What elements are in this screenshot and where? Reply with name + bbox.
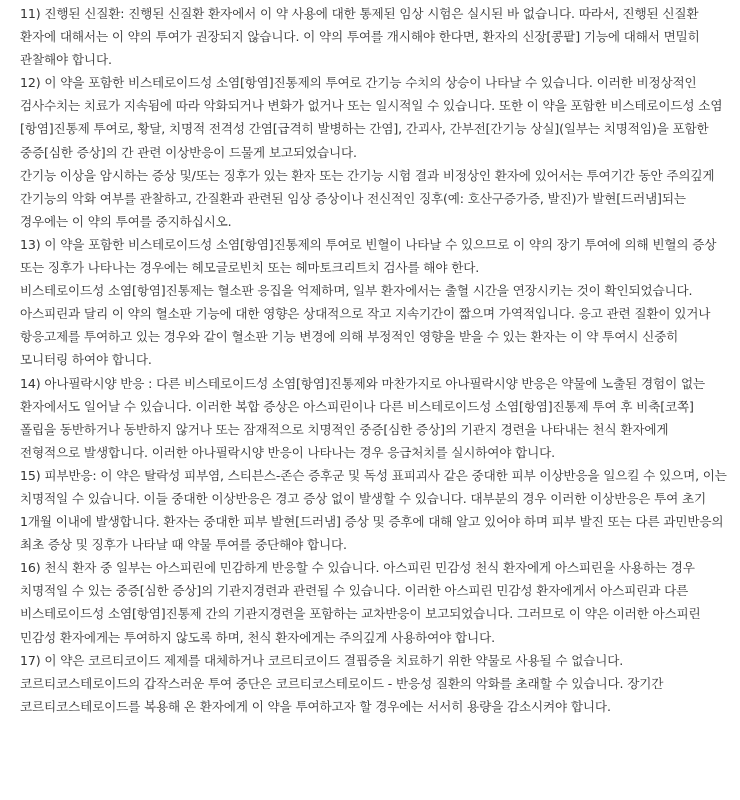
paragraph-13-platelet-function: 비스테로이드성 소염[항염]진통제는 혈소판 응집을 억제하며, 일부 환자에서는 출혈 시간을 연장시키는 것이 확인되었습니다. 아스피린과 달리 이 약의 혈소판 기능에 대한 영향은 상대적으로 작고 지속기간이 짧으며 가역적입니다. 응고 관련 질환이 있거나 항응고제를 투여하고 있는 경우와 같이 혈소판 기능 변경에 의해 부정적인 영향을 받을 수 있는 환자는 이 약 투여시 신중히 모니터링 하여야 합니다. — [20, 283, 711, 368]
paragraph-12-liver-monitoring: 간기능 이상을 암시하는 증상 및/또는 징후가 있는 환자 또는 간기능 시험 결과 비정상인 환자에 있어서는 투여기간 동안 주의깊게 간기능의 악화 여부를 관찰하고, 간질환과 관련된 임상 증상이나 전신적인 징후(예: 호산구증가증, 발진)가 발현[드러냄]되는 경우에는 이 약의 투여를 중지하십시오. — [20, 167, 715, 229]
paragraph-16-asthma: 16) 천식 환자 중 일부는 아스피린에 민감하게 반응할 수 있습니다. 아스피린 민감성 천식 환자에게 아스피린을 사용하는 경우 치명적일 수 있는 중증[심한 증상]의 기관지경련과 관련될 수 있습니다. 이러한 아스피린 민감성 환자에게서 아스피린과 다른 비스테로이드성 소염[항염]진통제 간의 기관지경련을 포함하는 교차반응이 보고되었습니다. 그러므로 이 약은 이러한 아스피린 민감성 환자에게는 투여하지 않도록 하며, 천식 환자에게는 주의깊게 사용하여야 합니다. — [20, 560, 701, 645]
paragraph-12-liver-function: 12) 이 약을 포함한 비스테로이드성 소염[항염]진통제의 투여로 간기능 수치의 상승이 나타날 수 있습니다. 이러한 비정상적인 검사수치는 치료가 지속됨에 따라 악화되거나 변화가 없거나 또는 일시적일 수 있습니다. 또한 이 약을 포함한 비스테로이드성 소염[항염]진통제 투여로, 황달, 치명적 전격성 간염[급격히 발병하는 간염], 간괴사, 간부전[간기능 상실](일부는 치명적임)을 포함한 중증[심한 증상]의 간 관련 이상반응이 드물게 보고되었습니다. — [20, 75, 723, 160]
paragraph-15-skin-reaction: 15) 피부반응: 이 약은 탈락성 피부염, 스티븐스-존슨 증후군 및 독성 표피괴사 같은 중대한 피부 이상반응을 일으킬 수 있으며, 이는 치명적일 수 있습니다. 이들 중대한 이상반응은 경고 증상 없이 발생할 수 있습니다. 대부분의 경우 이러한 이상반응은 투여 초기 1개월 이내에 발생합니다. 환자는 중대한 피부 발현[드러냄] 증상 및 증후에 대해 알고 있어야 하며 피부 발진 또는 다른 과민반응의 최초 증상 및 징후가 나타날 때 약물 투여를 중단해야 합니다. — [20, 467, 727, 553]
paragraph-11-advanced-renal-disease: 11) 진행된 신질환: 진행된 신질환 환자에서 이 약 사용에 대한 통제된 임상 시험은 실시된 바 없습니다. 따라서, 진행된 신질환 환자에 대해서는 이 약의 투여가 권장되지 않습니다. 이 약의 투여를 개시해야 한다면, 환자의 신장[콩팥] 기능에 대해서 면밀히 관찰해야 합니다. — [20, 6, 700, 68]
paragraph-17-corticosteroid: 17) 이 약은 코르티코이드 제제를 대체하거나 코르티코이드 결핍증을 치료하기 위한 약물로 사용될 수 없습니다. 코르티코스테로이드의 갑작스러운 투여 중단은 코르티코스테로이드 - 반응성 질환의 악화를 초래할 수 있습니다. 장기간 코르티코스테로이드를 복용해 온 환자에게 이 약을 투여하고자 할 경우에는 서서히 용량을 감소시켜야 합니다. — [20, 652, 664, 714]
paragraph-13-anemia: 13) 이 약을 포함한 비스테로이드성 소염[항염]진통제의 투여로 빈혈이 나타날 수 있으므로 이 약의 장기 투여에 의해 빈혈의 증상 또는 징후가 나타나는 경우에는 헤모글로빈치 또는 헤마토크리트치 검사를 해야 한다. — [20, 236, 717, 276]
paragraph-14-anaphylactoid-reaction: 14) 아나필락시양 반응 : 다른 비스테로이드성 소염[항염]진통제와 마찬가지로 아나필락시양 반응은 약물에 노출된 경험이 없는 환자에서도 일어날 수 있습니다. 이러한 복합 증상은 아스피린이나 다른 비스테로이드성 소염[항염]진통제 투여 후 비축[코쪽] 폴립을 동반하거나 동반하지 않거나 또는 잠재적으로 치명적인 중증[심한 증상]의 기관지 경련을 나타내는 천식 환자에게 전형적으로 발생합니다. 이러한 아나필락시양 반응이 나타나는 경우 응급처치를 실시하여야 합니다. — [20, 375, 705, 460]
